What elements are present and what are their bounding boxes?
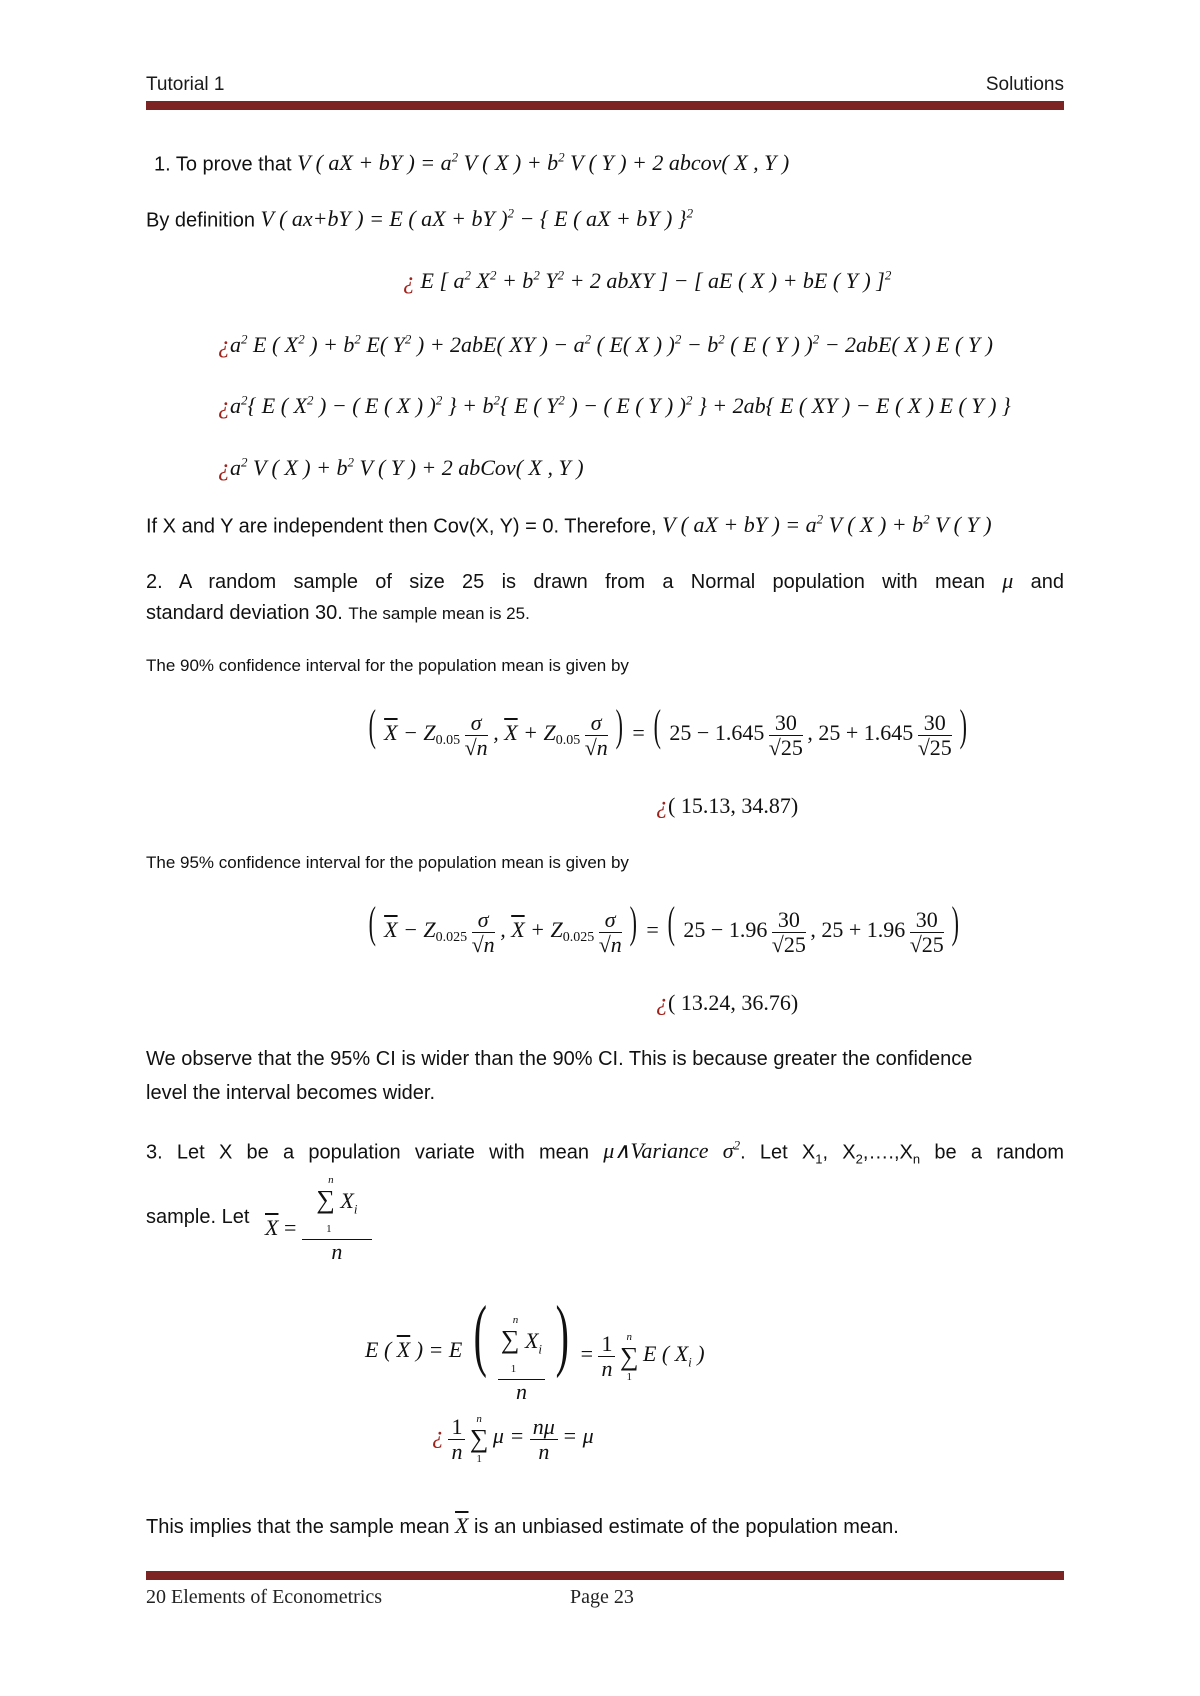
- q1-definition: [146, 206, 693, 232]
- q1-step4: ¿$a^2$ V ( X ) + $b^2$ V ( Y ) + 2 abCov( X , Y ): [218, 455, 584, 482]
- footer-rule: [146, 1571, 1064, 1580]
- q1-indep-text: If X and Y are independent then Cov(X, Y) = 0. Therefore,: [146, 515, 657, 538]
- q1-def-eq: V ( ax+bY ) = E ( aX + bY )$^2$ − { E ( aX + bY ) }$^2$: [260, 206, 694, 232]
- q2-line1-text: 2. A random sample of size 25 is drawn from a Normal population with mean: [146, 571, 985, 593]
- xbar-symbol: $\overline{X}$: [455, 1513, 469, 1538]
- q2-ci90-text: The 90% confidence interval for the population mean is given by: [146, 656, 629, 675]
- q3-conclusion-a: This implies that the sample mean: [146, 1516, 450, 1538]
- q3-line2: sample. Let: [146, 1206, 250, 1228]
- q2-observe-line1: We observe that the 95% CI is wider than the 90% CI. This is because greater the confidence: [146, 1048, 973, 1070]
- header-right: Solutions: [985, 74, 1064, 95]
- q2-ci90-result: ¿( 15.13, 34.87): [656, 793, 799, 819]
- footer-left: 20 Elements of Econometrics: [146, 1586, 383, 1608]
- q2-ci95-result: ¿( 13.24, 36.76): [656, 990, 799, 1016]
- q1-statement: [154, 150, 789, 176]
- q2-ci90-formula: ( $\overline{X} - Z_{0.05}$ $\frac{\sigma}{√n}$ , $\overline{X} + Z_{0.05}$ $\frac{\sigma}{√n}$ ) = ( 25 − 1.645 $\frac{30}{√25}$ , 25 + 1.645 $\frac{30}{√25}$ ): [368, 701, 968, 761]
- q1-step3: ¿$a^2${ E ( $X^2$ ) − ( E ( X ) )$^2$ } + $b^2${ E ( $Y^2$ ) − ( E ( Y ) )$^2$ } + 2ab{ E ( XY ) − E ( X ) E ( Y ) }: [218, 393, 1011, 420]
- q2-sample-mean: The sample mean is 25.: [348, 604, 530, 623]
- q1-step1: ¿ E [ $a^2$ $X^2 + b^2$ $Y^2 + 2$ abXY ] − [ aE ( X ) + bE ( Y ) ]$^2$: [403, 268, 892, 295]
- q2-observe-line2: level the interval becomes wider.: [146, 1082, 436, 1104]
- q3-line1-text: 3. Let X be a population variate with mean: [146, 1141, 589, 1164]
- q2-ci95-text: The 95% confidence interval for the population mean is given by: [146, 853, 629, 872]
- q3-mean-var: μ∧Variance $\sigma^2$: [603, 1138, 741, 1164]
- q3-line1: 3. Let X be a population variate with mean μ∧Variance $\sigma^2$. Let $X_1$, $X_2,\dots.,X_n$ be a random: [146, 1138, 1065, 1167]
- q3-conclusion-b: is an unbiased estimate of the population mean.: [474, 1516, 899, 1538]
- q3-xbar-def: $\overline{X}$ = n ∑ $X_i$ 1 n: [265, 1170, 372, 1264]
- q1-def-prefix: By definition: [146, 209, 255, 232]
- q2-line1: [146, 568, 1064, 594]
- q1-step2: ¿$a^2$ E ( $X^2$ ) + $b^2$ E( $Y^2$ ) + 2abE( XY ) − $a^2$ ( E( X ) )$^2 - b^2$ ( E ( Y ) )$^2$ − 2abE( X ) E ( Y ): [218, 332, 993, 359]
- header-left: Tutorial 1: [146, 74, 225, 95]
- header-rule: [146, 101, 1064, 110]
- q3-expectation-eq: E ( $\overline{X}$ ) = E ( n ∑ $X_i$ 1 n ) = $\frac{1}{n}$ n ∑ 1 E ( $X_i$ ): [365, 1291, 705, 1404]
- q2-line2-text: standard deviation 30.: [146, 602, 343, 624]
- q2-line1-end: and: [1030, 571, 1065, 593]
- q3-let-x: . Let X: [740, 1141, 816, 1164]
- q2-ci95-formula: ( $\overline{X} - Z_{0.025}$ $\frac{\sigma}{√n}$ , $\overline{X} + Z_{0.025}$ $\frac{\sigma}{√n}$ ) = ( 25 − 1.96 $\frac{30}{√25}$ , 25 + 1.96 $\frac{30}{√25}$ ): [368, 898, 960, 958]
- q3-line1-end: be a random: [934, 1141, 1065, 1164]
- q2-ci95-value: ( 13.24, 36.76): [668, 990, 799, 1015]
- footer-page-number: Page 23: [570, 1586, 634, 1608]
- q2-line2: [146, 602, 530, 625]
- q1-prefix: 1. To prove that: [154, 153, 292, 176]
- q2-ci90-value: ( 15.13, 34.87): [668, 793, 799, 818]
- q3-expectation-result: ¿ $\frac{1}{n}$ n ∑ 1 μ = $\frac{n\mu}{n}$ = μ: [432, 1413, 594, 1465]
- q1-identity: V ( aX + bY ) = $a^2$ V ( X ) + $b^2$ V ( Y ) + 2 abcov( X , Y ): [297, 150, 790, 176]
- mu-symbol: μ: [1002, 568, 1014, 593]
- q1-indep-eq: V ( aX + bY ) = $a^2$ V ( X ) + $b^2$ V ( Y ): [662, 512, 992, 538]
- q1-independence: [146, 512, 992, 538]
- q3-conclusion: [146, 1513, 899, 1539]
